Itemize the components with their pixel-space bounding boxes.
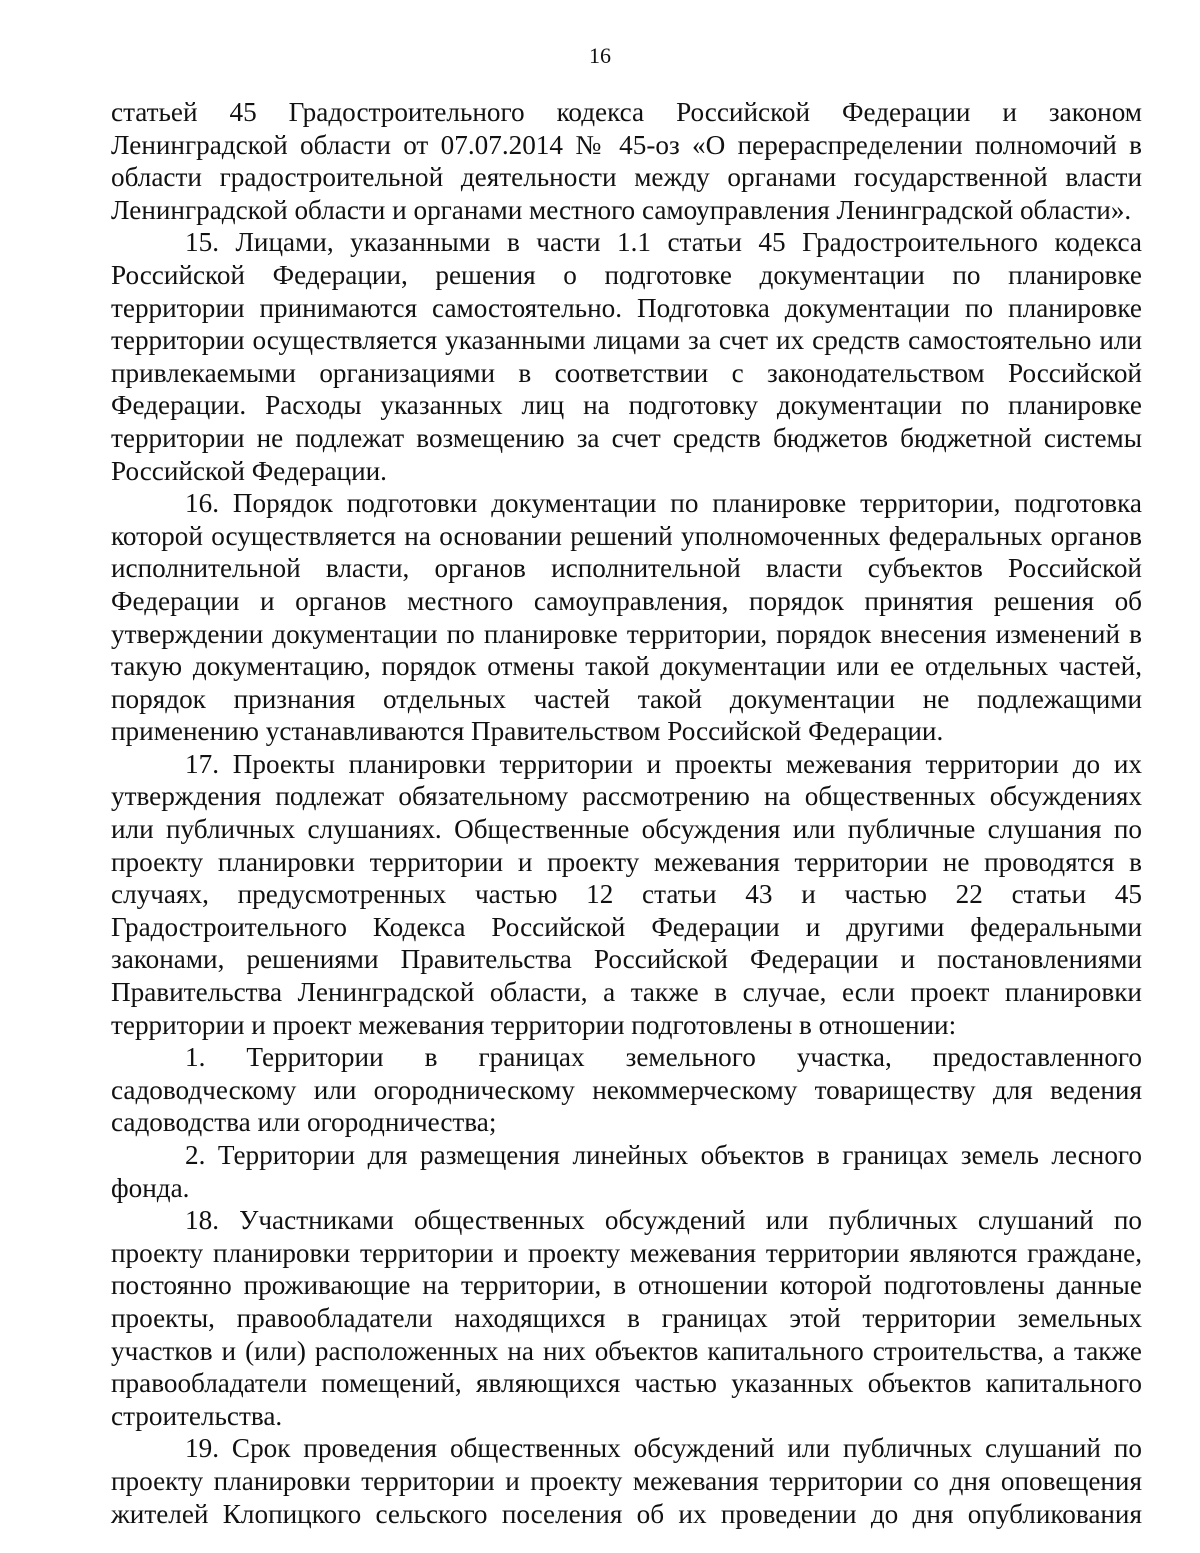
text-line: 17. Проекты планировки территории и проекты межевания территории до их: [185, 748, 1142, 779]
text-line: порядок признания отдельных частей такой документации не подлежащими: [111, 683, 1142, 714]
text-line: территории осуществляется указанными лицами за счет их средств самостоятельно или: [111, 325, 1142, 356]
text-line: жителей Клопицкого сельского поселения об их проведении до дня опубликования: [111, 1498, 1142, 1529]
text-line: проекту планировки территории и проекту межевания территории являются граждане,: [111, 1237, 1142, 1268]
text-line: территории не подлежат возмещению за счет средств бюджетов бюджетной системы: [111, 422, 1142, 453]
text-line: Российской Федерации, решения о подготовке документации по планировке: [111, 259, 1142, 290]
text-line: садоводческому или огородническому некоммерческому товариществу для ведения: [111, 1074, 1142, 1105]
text-line: проекту планировки территории и проекту межевания территории не проводятся в: [111, 846, 1142, 877]
text-line: постоянно проживающие на территории, в отношении которой подготовлены данные: [111, 1270, 1142, 1301]
text-line: Ленинградской области от 07.07.2014 № 45-оз «О перераспределении полномочий в: [111, 129, 1142, 160]
text-line: садоводства или огородничества;: [111, 1107, 497, 1138]
text-line: утверждения подлежат обязательному рассмотрению на общественных обсуждениях: [111, 781, 1142, 812]
text-line: территории принимаются самостоятельно. Подготовка документации по планировке: [111, 292, 1142, 323]
text-line: 1. Территории в границах земельного участка, предоставленного: [185, 1042, 1142, 1073]
text-line: которой осуществляется на основании решений уполномоченных федеральных органов: [111, 520, 1142, 551]
text-line: фонда.: [111, 1172, 190, 1203]
text-line: такую документацию, порядок отмены такой документации или ее отдельных частей,: [111, 651, 1142, 682]
text-line: 2. Территории для размещения линейных объектов в границах земель лесного: [185, 1140, 1142, 1170]
text-line: 18. Участниками общественных обсуждений или публичных слушаний по: [185, 1205, 1142, 1236]
text-line: Градостроительного Кодекса Российской Федерации и другими федеральными: [111, 911, 1142, 942]
text-line: строительства.: [111, 1400, 283, 1431]
text-line: правообладатели помещений, являющихся частью указанных объектов капитального: [111, 1368, 1142, 1399]
text-line: утверждении документации по планировке территории, порядок внесения изменений в: [111, 618, 1142, 649]
text-line: или публичных слушаниях. Общественные обсуждения или публичные слушания по: [111, 814, 1142, 845]
text-line: случаях, предусмотренных частью 12 статьи 43 и частью 22 статьи 45: [111, 879, 1142, 910]
text-line: территории и проект межевания территории подготовлены в отношении:: [111, 1009, 957, 1040]
text-line: статьей 45 Градостроительного кодекса Российской Федерации и законом: [111, 97, 1142, 127]
text-line: 19. Срок проведения общественных обсуждений или публичных слушаний по: [185, 1433, 1142, 1464]
text-line: Ленинградской области и органами местного самоуправления Ленинградской области».: [111, 194, 1132, 225]
text-line: Федерации и органов местного самоуправления, порядок принятия решения об: [111, 585, 1142, 616]
text-line: законами, решениями Правительства Российской Федерации и постановлениями: [111, 944, 1142, 975]
text-line: 16. Порядок подготовки документации по планировке территории, подготовка: [185, 488, 1142, 519]
text-line: привлекаемыми организациями в соответствии с законодательством Российской: [111, 357, 1142, 388]
text-line: Российской Федерации.: [111, 455, 387, 486]
page-number: 16: [589, 43, 611, 68]
text-line: 15. Лицами, указанными в части 1.1 статьи 45 Градостроительного кодекса: [185, 227, 1142, 258]
text-line: исполнительной власти, органов исполнительной власти субъектов Российской: [111, 553, 1142, 584]
text-line: участков и (или) расположенных на них объектов капитального строительства, а также: [111, 1335, 1142, 1366]
text-line: проекты, правообладатели находящихся в границах этой территории земельных: [111, 1302, 1142, 1333]
text-line: проекту планировки территории и проекту межевания территории со дня оповещения: [111, 1465, 1142, 1496]
text-line: Федерации. Расходы указанных лиц на подготовку документации по планировке: [111, 390, 1142, 421]
document-body: [111, 96, 1142, 1530]
text-line: применению устанавливаются Правительством Российской Федерации.: [111, 716, 944, 747]
text-line: области градостроительной деятельности между органами государственной власти: [111, 162, 1142, 193]
text-line: Правительства Ленинградской области, а также в случае, если проект планировки: [111, 977, 1142, 1008]
